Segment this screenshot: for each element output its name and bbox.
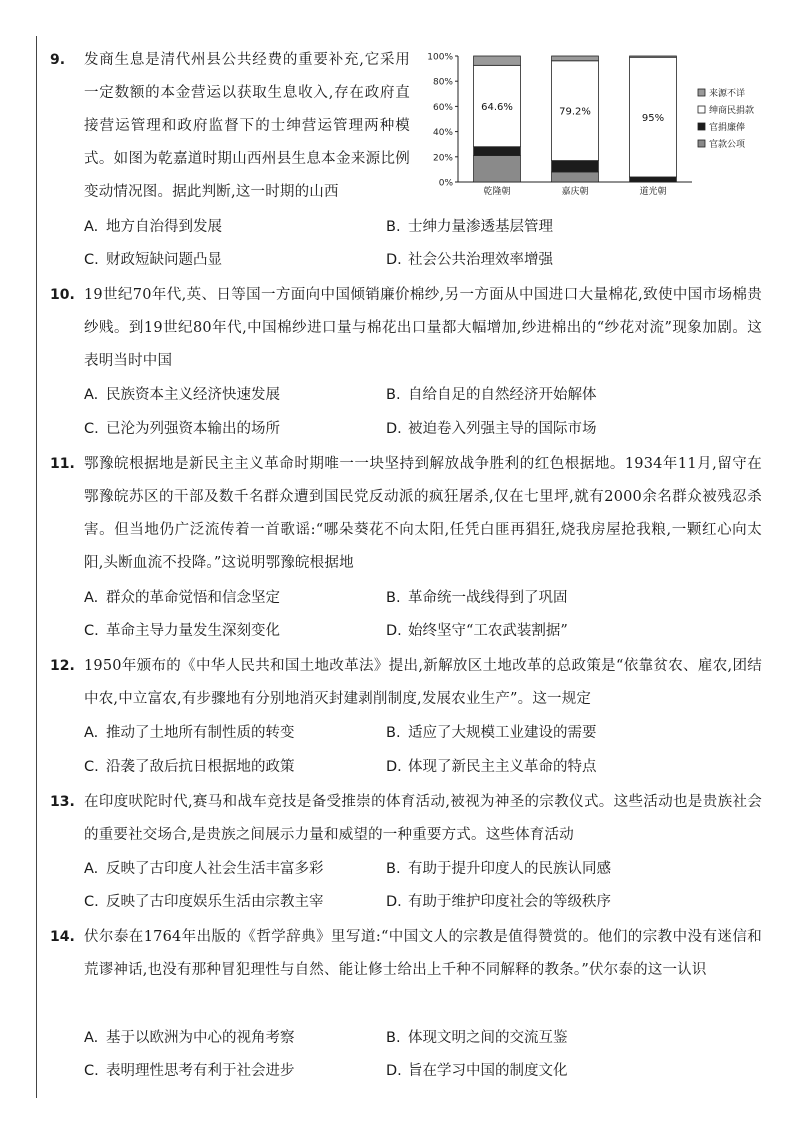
question-number: 9.: [50, 52, 66, 68]
legend-label: 来源不详: [709, 89, 746, 99]
legend-swatch: [698, 89, 705, 96]
bar-segment: [474, 56, 521, 65]
bar-segment: [552, 172, 599, 182]
bar-segment: [630, 56, 677, 57]
bar-segment: [630, 177, 677, 182]
options-row: [84, 615, 764, 648]
option-d[interactable]: D. 始终坚守“工农武装割据”: [386, 623, 568, 639]
option-d[interactable]: D. 旨在学习中国的制度文化: [386, 1063, 568, 1079]
options-row: [84, 886, 764, 919]
option-a[interactable]: A. 民族资本主义经济快速发展: [84, 387, 280, 403]
question-number: 13.: [50, 794, 75, 810]
y-tick-label: 20%: [432, 153, 453, 164]
option-b[interactable]: B. 适应了大规模工业建设的需要: [386, 725, 597, 741]
option-c[interactable]: C. 表明理性思考有利于社会进步: [84, 1063, 295, 1079]
option-a[interactable]: A. 推动了土地所有制性质的转变: [84, 725, 295, 741]
option-b[interactable]: B. 体现文明之间的交流互鉴: [386, 1030, 568, 1046]
options-row: [84, 1055, 764, 1088]
question-11: [50, 448, 762, 580]
question-stem: 鄂豫皖根据地是新民主主义革命时期唯一一块坚持到解放战争胜利的红色根据地。1934年11月,留守在鄂豫皖苏区的干部及数千名群众遭到国民党反动派的疯狂屠杀,仅在七里坪,就有2000余名群众被残忍杀害。但当地仍广泛流传着一首歌谣:“哪朵葵花不向太阳,任凭白匪再猖狂,烧我房屋抢我粮,一颗红心向太阳,头断血流不投降。”这说明鄂豫皖根据地: [84, 456, 762, 571]
option-c[interactable]: C. 沿袭了敌后抗日根据地的政策: [84, 759, 295, 775]
data-label: 79.2%: [559, 106, 591, 118]
legend-swatch: [698, 123, 705, 130]
option-c[interactable]: C. 已沦为列强资本输出的场所: [84, 421, 280, 437]
legend-label: 官捐廉俸: [709, 123, 746, 133]
options-row: [84, 582, 764, 615]
legend-swatch: [698, 106, 705, 113]
question-stem: 1950年颁布的《中华人民共和国土地改革法》提出,新解放区土地改革的总政策是“依靠贫农、雇农,团结中农,中立富农,有步骤地有分别地消灭封建剥削制度,发展农业生产”。这一规定: [84, 658, 762, 707]
x-tick-label: 道光朝: [639, 187, 667, 197]
question-12: [50, 650, 762, 716]
option-a[interactable]: A. 基于以欧洲为中心的视角考察: [84, 1030, 295, 1046]
option-a[interactable]: A. 群众的革命觉悟和信念坚定: [84, 590, 280, 606]
question-stem: 在印度吠陀时代,赛马和战车竞技是备受推崇的体育活动,被视为神圣的宗教仪式。这些活动也是贵族社会的重要社交场合,是贵族之间展示力量和威望的一种重要方式。这些体育活动: [84, 794, 762, 843]
options-row: [84, 853, 764, 886]
options-row: [84, 244, 764, 277]
question-number: 14.: [50, 929, 75, 945]
option-b[interactable]: B. 有助于提升印度人的民族认同感: [386, 861, 611, 877]
data-label: 95%: [641, 113, 665, 125]
stacked-bar-chart: [422, 46, 774, 210]
question-number: 10.: [50, 287, 75, 303]
page-left-rule: [36, 36, 37, 1098]
question-stem: 伏尔泰在1764年出版的《哲学辞典》里写道:“中国文人的宗教是值得赞赏的。他们的宗教中没有迷信和荒谬神话,也没有那种冒犯理性与自然、能让修士给出上千种不同解释的教条。”伏尔泰的这一认识: [84, 929, 762, 978]
option-d[interactable]: D. 体现了新民主主义革命的特点: [386, 759, 597, 775]
option-c[interactable]: C. 反映了古印度娱乐生活由宗教主宰: [84, 894, 324, 910]
question-stem: 19世纪70年代,英、日等国一方面向中国倾销廉价棉纱,另一方面从中国进口大量棉花,致使中国市场棉贵纱贱。到19世纪80年代,中国棉纱进口量与棉花出口量都大幅增加,纱进棉出的“纱花对流”现象加剧。这表明当时中国: [84, 287, 762, 369]
option-d[interactable]: D. 有助于维护印度社会的等级秩序: [386, 894, 611, 910]
y-tick-label: 0%: [438, 178, 453, 189]
options-row: [84, 751, 764, 784]
y-tick-label: 100%: [427, 52, 453, 63]
question-number: 12.: [50, 658, 75, 674]
question-13: [50, 786, 762, 852]
x-tick-label: 嘉庆朝: [561, 187, 589, 197]
question-stem: 发商生息是清代州县公共经费的重要补充,它采用一定数额的本金营运以获取生息收入,存在政府直接营运管理和政府监督下的士绅营运管理两种模式。如图为乾嘉道时期山西州县生息本金来源比例变动情况图。据此判断,这一时期的山西: [84, 52, 410, 200]
option-d[interactable]: D. 社会公共治理效率增强: [386, 252, 553, 268]
question-14: [50, 921, 762, 987]
y-tick-label: 40%: [432, 128, 453, 139]
y-tick-label: 60%: [432, 102, 453, 113]
options-row: [84, 1022, 764, 1055]
question-9: [50, 44, 410, 209]
options-row: [84, 379, 764, 412]
option-b[interactable]: B. 士绅力量渗透基层管理: [386, 219, 553, 235]
option-b[interactable]: B. 自给自足的自然经济开始解体: [386, 387, 597, 403]
question-number: 11.: [50, 456, 75, 472]
option-b[interactable]: B. 革命统一战线得到了巩固: [386, 590, 568, 606]
bar-segment: [474, 147, 521, 156]
question-10: [50, 279, 762, 378]
option-c[interactable]: C. 财政短缺问题凸显: [84, 252, 222, 268]
option-c[interactable]: C. 革命主导力量发生深刻变化: [84, 623, 280, 639]
bar-segment: [552, 161, 599, 172]
options-row: [84, 413, 764, 446]
legend-label: 官款公项: [709, 140, 746, 150]
options-row: [84, 211, 764, 244]
legend-swatch: [698, 140, 705, 147]
data-label: 64.6%: [481, 102, 513, 114]
y-tick-label: 80%: [432, 77, 453, 88]
option-d[interactable]: D. 被迫卷入列强主导的国际市场: [386, 421, 597, 437]
bar-segment: [552, 56, 599, 61]
option-a[interactable]: A. 地方自治得到发展: [84, 219, 222, 235]
x-tick-label: 乾隆朝: [483, 187, 511, 197]
options-row: [84, 717, 764, 750]
option-a[interactable]: A. 反映了古印度人社会生活丰富多彩: [84, 861, 324, 877]
legend-label: 绅商民捐款: [709, 106, 755, 116]
bar-segment: [474, 156, 521, 182]
